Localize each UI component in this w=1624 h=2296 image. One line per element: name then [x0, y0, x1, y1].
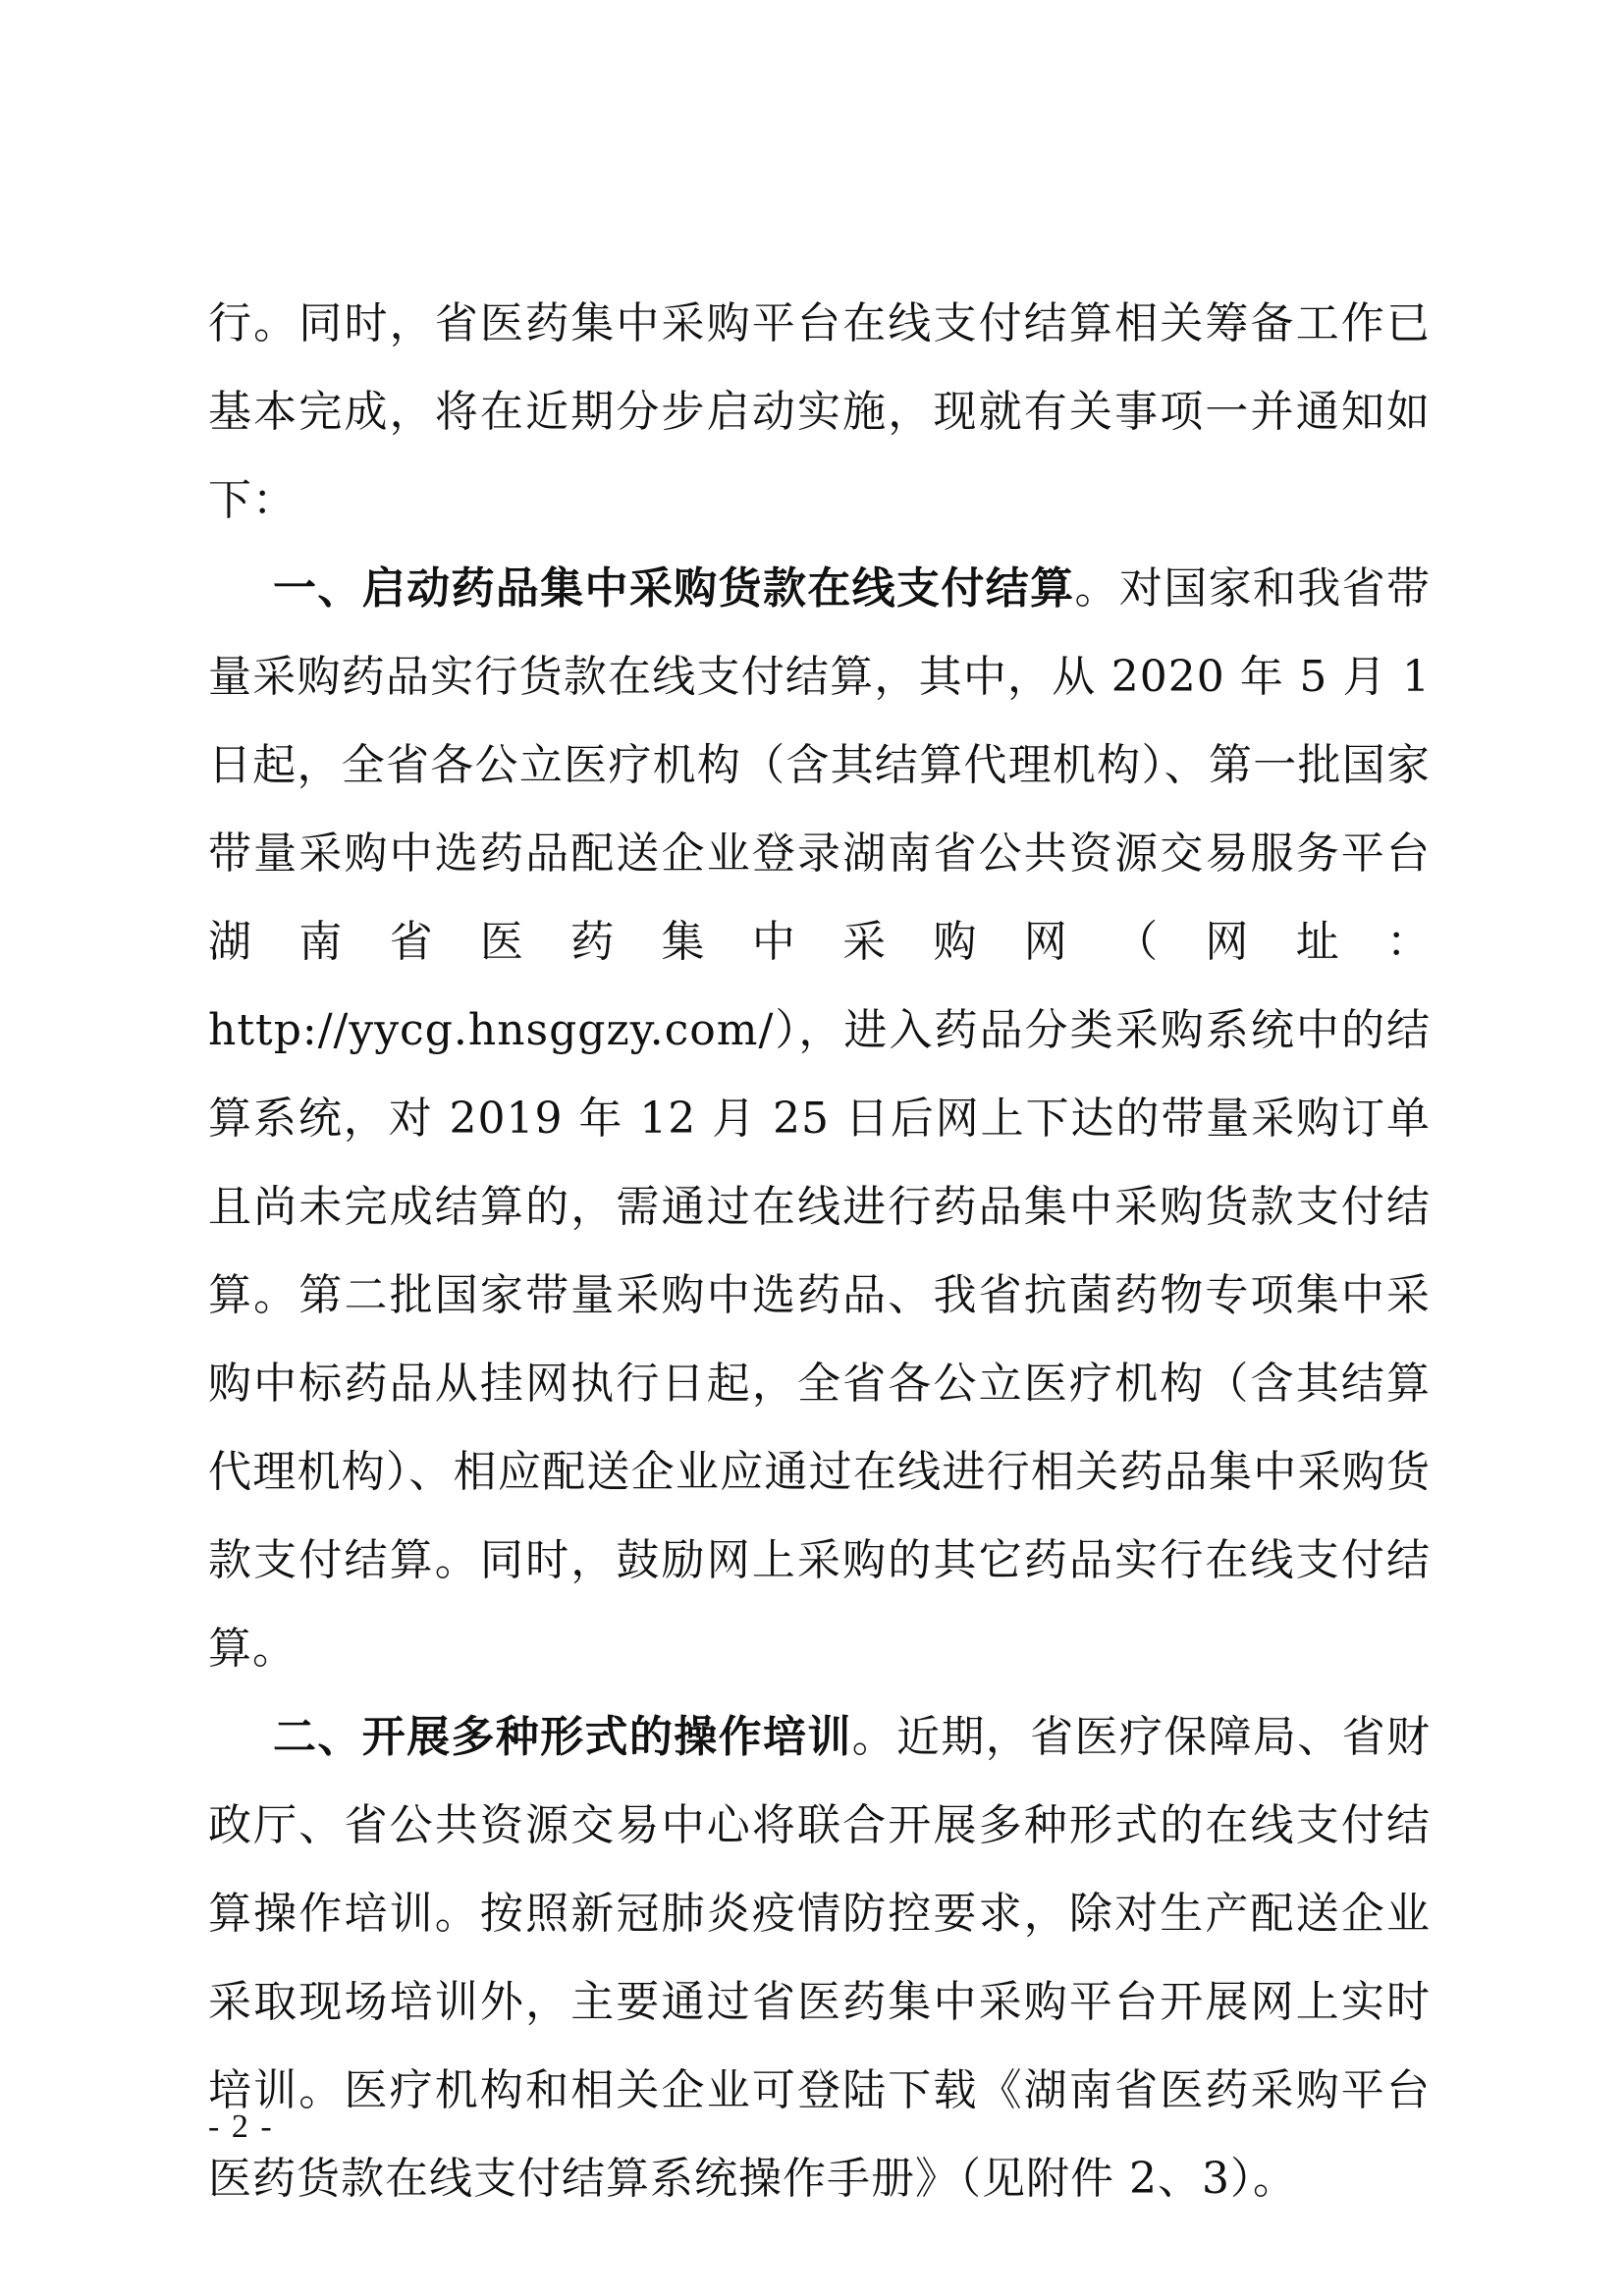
paragraph-section-two — [208, 1693, 1431, 2223]
body-text — [208, 280, 1431, 2223]
paragraph-section-one — [208, 545, 1431, 1693]
paragraph-text: 行。同时，省医药集中采购平台在线支付结算相关筹备工作已基本完成，将在近期分步启动实施，现就有关事项一并通知如下： — [208, 298, 1431, 525]
section-one-heading: 一、启动药品集中采购货款在线支付结算 — [273, 563, 1075, 614]
paragraph-continuation — [208, 280, 1431, 545]
section-one-text: 。对国家和我省带量采购药品实行货款在线支付结算，其中，从 2020 年 5 月 1 日起，全省各公立医疗机构（含其结算代理机构）、第一批国家带量采购中选药品配送企业登录湖南省公共资源交易服务平台湖南省医药集中采购网（网址：http://yycg.hnsggzy.com/），进入药品分类采购系统中的结算系统，对 2019 年 12 月 25 日后网上下达的带量采购订单且尚未完成结算的，需通过在线进行药品集中采购货款支付结算。第二批国家带量采购中选药品、我省抗菌药物专项集中采购中标药品从挂网执行日起，全省各公立医疗机构（含其结算代理机构）、相应配送企业应通过在线进行相关药品集中采购货款支付结算。同时，鼓励网上采购的其它药品实行在线支付结算。 — [208, 563, 1432, 1674]
section-two-heading: 二、开展多种形式的操作培训 — [273, 1712, 852, 1762]
section-two-text: 。近期，省医疗保障局、省财政厅、省公共资源交易中心将联合开展多种形式的在线支付结算操作培训。按照新冠肺炎疫情防控要求，除对生产配送企业采取现场培训外，主要通过省医药集中采购平台开展网上实时培训。医疗机构和相关企业可登陆下载《湖南省医药采购平台医药货款在线支付结算系统操作手册》（见附件 2、3）。 — [208, 1712, 1432, 2204]
page-number: - 2 - — [208, 2109, 274, 2145]
